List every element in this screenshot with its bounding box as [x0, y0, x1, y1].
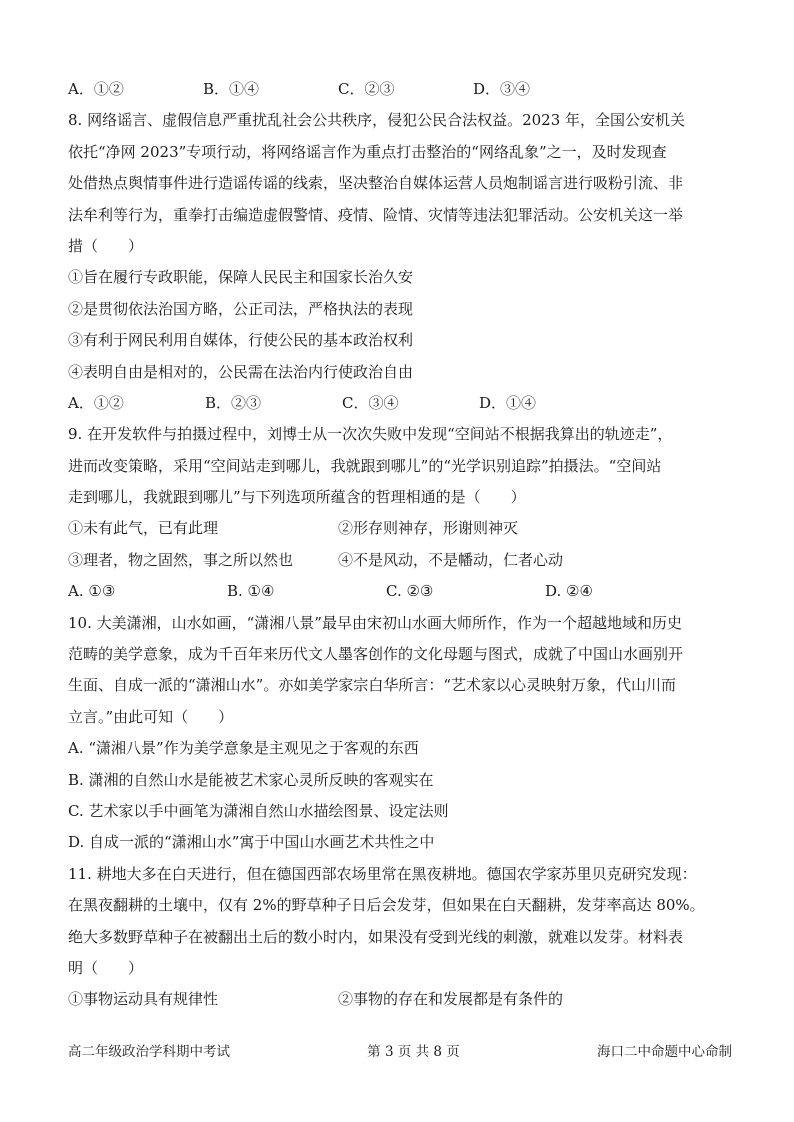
q11-stem-line: 在黑夜翻耕的土壤中，仅有 2%的野草种子日后会发芽，但如果在白天翻耕，发芽率高达 80%。	[68, 896, 705, 915]
q9-option-c: C. ②③	[386, 582, 434, 601]
q9-statement-4: ④不是风动，不是幡动，仁者心动	[338, 550, 564, 569]
q8-statement-4: ④表明自由是相对的，公民需在法治内行使政治自由	[68, 362, 414, 381]
q7-option-a: A．①②	[68, 80, 124, 98]
q9-option-d: D. ②④	[545, 582, 593, 601]
q10-option-c: C. 艺术家以手中画笔为潇湘自然山水描绘图景、设定法则	[68, 801, 449, 820]
q9-statements-row-1	[68, 513, 732, 544]
page-footer	[68, 1040, 732, 1060]
q8-stem-line: 依托“净网 2023”专项行动，将网络谣言作为重点打击整治的“网络乱象”之一，及时发现查	[68, 142, 667, 161]
q9-statement-1: ①未有此气，已有此理	[68, 519, 219, 538]
question-10	[68, 608, 732, 859]
q9-stem-line: 进而改变策略，采用“空间站走到哪儿，我就跟到哪儿”的“光学识别追踪”拍摄法。“空间站	[68, 456, 662, 475]
q9-options	[68, 576, 732, 607]
exam-content	[68, 74, 732, 1016]
q10-option-b: B. 潇湘的自然山水是能被艺术家心灵所反映的客观实在	[68, 770, 434, 789]
q7-option-d: D．③④	[473, 80, 531, 98]
q10-stem-line: 10. 大美潇湘，山水如画，“潇湘八景”最早由宋初山水画大师所作，作为一个超越地域和历史	[68, 613, 682, 632]
q8-option-d: D．①④	[479, 393, 537, 412]
q9-stem-line: 走到哪儿，我就跟到哪儿”与下列选项所蕴含的哲理相通的是（ ）	[68, 488, 526, 507]
q8-stem-line: 法牟利等行为，重拳打击编造虚假警情、疫情、险情、灾情等违法犯罪活动。公安机关这一举	[68, 205, 684, 224]
q9-option-a: A. ①③	[68, 582, 116, 601]
q11-statement-1: ①事物运动具有规律性	[68, 990, 219, 1009]
q11-statement-2: ②事物的存在和发展都是有条件的	[338, 990, 564, 1009]
footer-exam-title: 高二年级政治学科期中考试	[68, 1044, 230, 1060]
q10-stem-line: 生面、自成一派的“潇湘山水”。亦如美学家宗白华所言：“艺术家以心灵映射万象，代山川而	[68, 676, 677, 695]
q7-options	[68, 74, 732, 105]
footer-page-number: 第 3 页 共 8 页	[367, 1044, 460, 1060]
q10-option-d: D. 自成一派的“潇湘山水”寓于中国山水画艺术共性之中	[68, 833, 435, 852]
q8-statement-1: ①旨在履行专政职能，保障人民民主和国家长治久安	[68, 268, 414, 287]
q9-option-b: B. ①④	[227, 582, 275, 601]
q10-stem-line: 立言。”由此可知（ ）	[68, 707, 234, 726]
q10-stem-line: 范畴的美学意象，成为千百年来历代文人墨客创作的文化母题与图式，成就了中国山水画别开	[68, 645, 684, 664]
q8-stem-line: 8. 网络谣言、虚假信息严重扰乱社会公共秩序，侵犯公民合法权益。2023 年，全国公安机关	[68, 111, 686, 130]
q8-options	[68, 388, 732, 419]
q8-stem-line: 处借热点舆情事件进行造谣传谣的线索，坚决整治自媒体运营人员炮制谣言进行吸粉引流、非	[68, 174, 684, 193]
q10-option-a: A. “潇湘八景”作为美学意象是主观见之于客观的东西	[68, 739, 419, 758]
question-11	[68, 859, 732, 1016]
question-8	[68, 105, 732, 419]
q8-option-a: A．①②	[68, 393, 124, 412]
q7-option-c: C．②③	[338, 80, 395, 98]
q9-statement-2: ②形存则神存，形谢则神灭	[338, 519, 519, 538]
q9-statement-3: ③理者，物之固然，事之所以然也	[68, 550, 294, 569]
q11-stem-line: 11. 耕地大多在白天进行，但在德国西部农场里常在黑夜耕地。德国农学家苏里贝克研究发现：	[68, 864, 697, 883]
q8-stem-line: 措（ ）	[68, 236, 144, 255]
q11-statements-row-1	[68, 984, 732, 1015]
footer-publisher: 海口二中命题中心命制	[596, 1044, 732, 1060]
q9-stem-line: 9. 在开发软件与拍摄过程中，刘博士从一次次失败中发现“空间站不根据我算出的轨迹走”，	[68, 425, 673, 444]
q8-statement-2: ②是贯彻依法治国方略，公正司法，严格执法的表现	[68, 299, 414, 318]
q9-statements-row-2	[68, 545, 732, 576]
q8-option-c: C．③④	[342, 393, 399, 412]
q8-statement-3: ③有利于网民利用自媒体，行使公民的基本政治权利	[68, 331, 414, 350]
q11-stem-line: 明（ ）	[68, 958, 144, 977]
q7-option-b: B．①④	[203, 80, 260, 98]
question-9	[68, 419, 732, 607]
q11-stem-line: 绝大多数野草种子在被翻出土后的数小时内，如果没有受到光线的刺激，就难以发芽。材料表	[68, 927, 684, 946]
q8-option-b: B．②③	[205, 393, 262, 412]
